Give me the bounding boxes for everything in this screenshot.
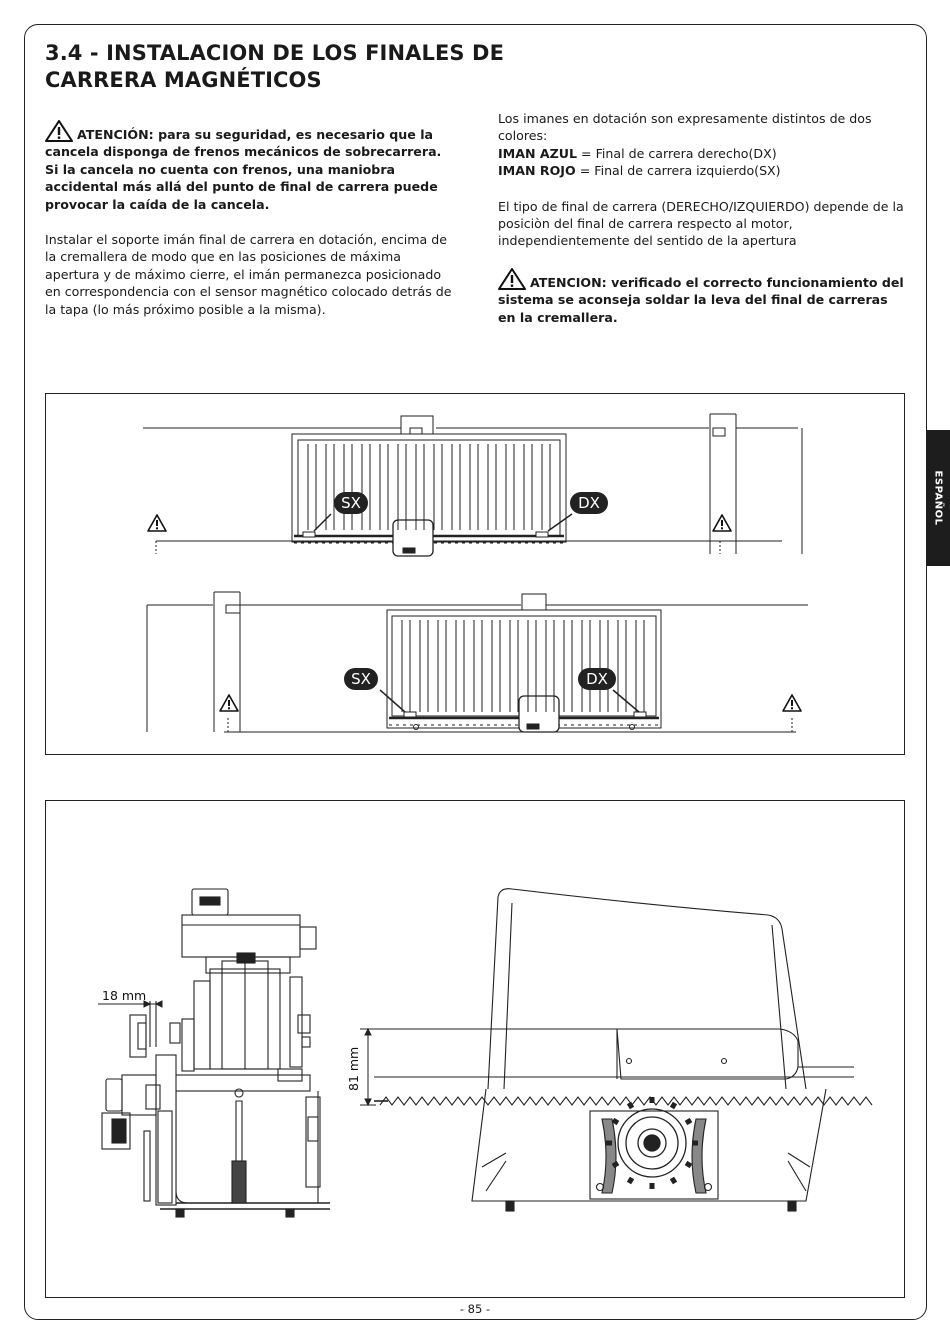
warning-triangle-icon <box>148 515 166 531</box>
warning-paragraph-2 <box>498 268 908 326</box>
warning-triangle-icon <box>498 268 526 290</box>
iman-azul-label: IMAN AZUL <box>498 145 578 161</box>
gate-diagram <box>46 394 904 754</box>
svg-text:DX: DX <box>586 670 608 688</box>
warning-text-1: ATENCIÓN: para su seguridad, es necesario que la cancela disponga de frenos mecánicos de sobrecarrera. Si la cancela no cuenta con frenos, una maniobra accidental más allá del punto de final de carrera puede provocar la caída de la cancela. <box>45 127 442 212</box>
gate-limit-switch-figure <box>45 393 905 755</box>
magnets-intro: Los imanes en dotación son expresamente distintos de dos colores: <box>498 111 872 144</box>
warning-paragraph-1 <box>45 120 455 213</box>
dx-magnet-label-top <box>570 492 608 514</box>
warning-triangle-icon <box>713 515 731 531</box>
warning-text-2: ATENCION: verificado el correcto funcionamiento del sistema se aconseja soldar la leva del final de carreras en la cremallera. <box>498 274 904 325</box>
sx-magnet-label-top <box>334 492 368 514</box>
right-column <box>498 110 908 326</box>
dimension-18mm-label: 18 mm <box>102 988 147 1003</box>
svg-text:DX: DX <box>578 494 600 512</box>
iman-azul-line <box>498 145 908 162</box>
iman-rojo-line <box>498 162 908 179</box>
iman-rojo-label: IMAN ROJO <box>498 163 576 179</box>
sx-magnet-label-bottom <box>344 668 378 690</box>
iman-azul-text: = Final de carrera derecho(DX) <box>577 145 777 161</box>
dimension-81mm-label: 81 mm <box>346 1046 361 1091</box>
motor-dimension-figure <box>45 800 905 1298</box>
dimension-81mm <box>360 1029 376 1105</box>
motor-diagram <box>46 801 904 1297</box>
rack-teeth <box>380 1097 872 1105</box>
left-column <box>45 120 455 318</box>
warning-triangle-icon <box>783 695 801 711</box>
iman-rojo-text: = Final de carrera izquierdo(SX) <box>575 163 781 179</box>
tipo-paragraph: El tipo de final de carrera (DERECHO/IZQUIERDO) depende de la posiciòn del final de carrera respecto al motor, independientemente del sentido de la apertura <box>498 198 904 249</box>
svg-text:SX: SX <box>341 494 361 512</box>
page-number: - 85 - <box>459 1302 491 1316</box>
section-title: 3.4 - INSTALACION DE LOS FINALES DE CARRERA MAGNÉTICOS <box>45 41 505 92</box>
warning-triangle-icon <box>220 695 238 711</box>
language-tab <box>926 430 950 566</box>
dx-magnet-label-bottom <box>578 668 616 690</box>
language-tab-label: ESPAÑOL <box>932 470 944 526</box>
warning-triangle-icon <box>45 120 73 142</box>
instruction-paragraph: Instalar el soporte imán final de carrera en dotación, encima de la cremallera de modo que en las posiciones de máxima apertura y de máximo cierre, el imán permanezca posicionado en correspondencia con el sensor magnético colocado detrás de la tapa (lo más próximo posible a la misma). <box>45 232 452 317</box>
svg-text:SX: SX <box>351 670 371 688</box>
